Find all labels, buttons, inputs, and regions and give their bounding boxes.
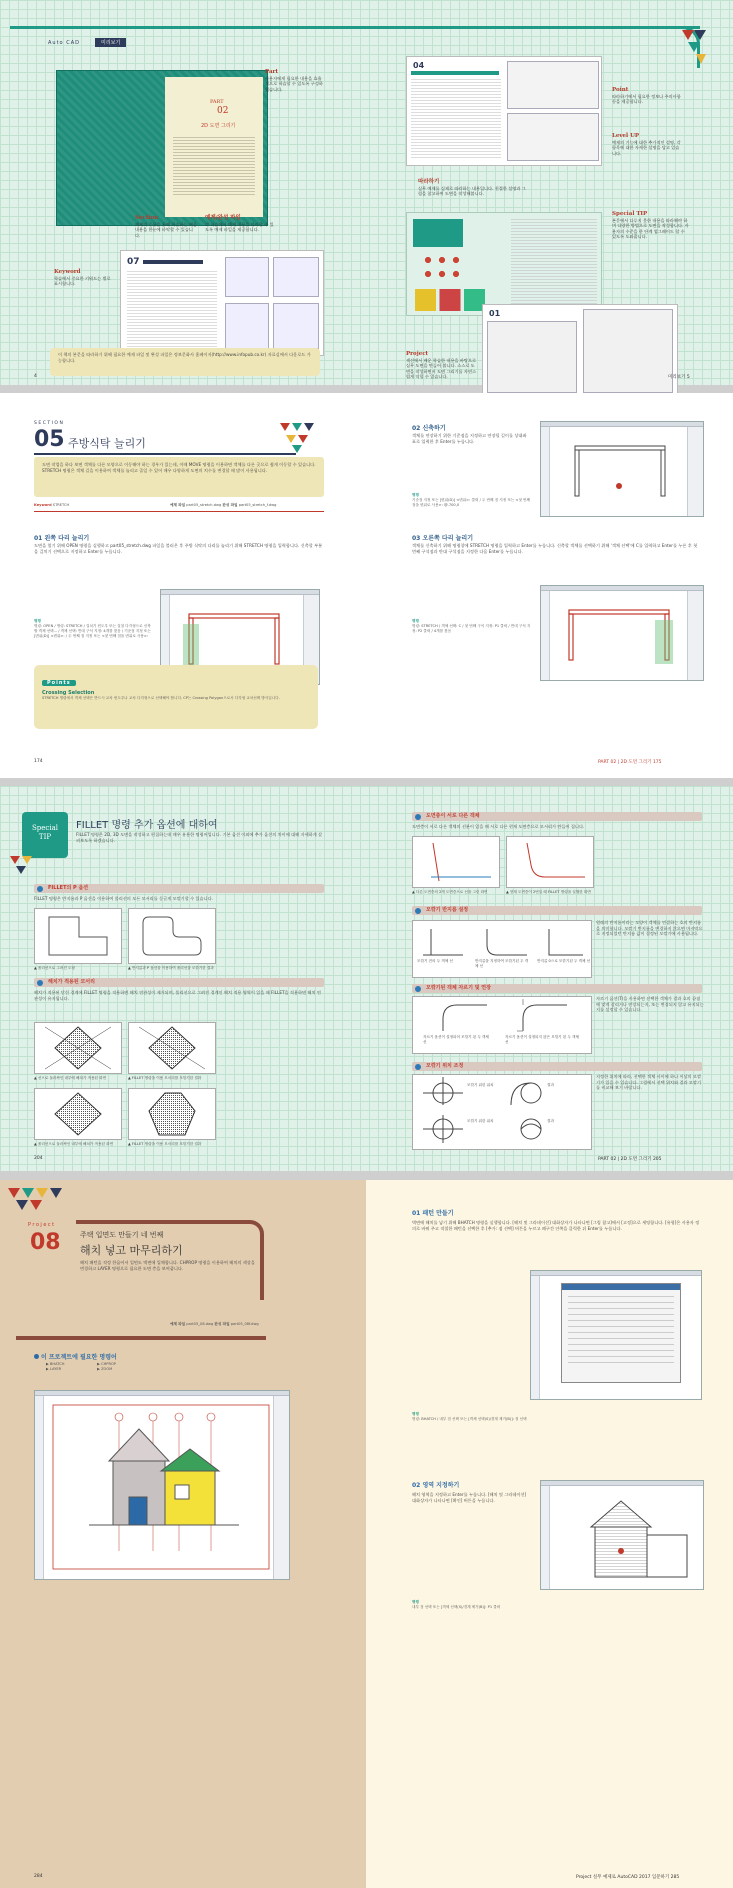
cmd-list [46, 1362, 156, 1372]
section-number-mock: 07 [127, 257, 140, 267]
project-example-label: 예제 파일 [170, 1322, 186, 1326]
callout-section-title: Section [135, 215, 159, 221]
hatch-diamond-1 [35, 1023, 121, 1073]
step02-screenshot [540, 421, 704, 517]
project-img-mock-2 [583, 309, 673, 393]
brand-label: Auto CAD [48, 40, 80, 46]
bar-hatch [34, 978, 324, 987]
cap6c: 모깎기 위한 위치 [467, 1119, 494, 1123]
bar-hatch-label: 해치가 적용된 모서리 [48, 979, 95, 985]
p-step01-cmd: 명령: BHATCH / 내부 점 선택 또는 [객체 선택(S)/경계 제거(B)]: 점 선택 [412, 1417, 527, 1421]
special-text-mock [511, 219, 597, 309]
section-img-mock-2 [273, 257, 319, 297]
cap1b: ▲ 반지름과 P 옵션을 이용하여 폴리선을 모깎기한 결과 [128, 966, 214, 970]
step03-text: 객체를 신축하기 위해 명령창에 STRETCH 명령을 입력하고 Enter를 누릅니다. 신축할 객체를 선택하기 위해 '객체 선택'에 C를 입력하고 Enter를 누른 후 첫 번째 구석점과 반대 구석점을 지정한 다음 Enter를 누릅니다. [412, 543, 698, 554]
shot-side [35, 1396, 44, 1579]
callout-section [135, 216, 197, 238]
project-bar [16, 1336, 266, 1340]
cap6d: 결과 [547, 1119, 554, 1123]
cmd-item-2-label: CHPROP [101, 1362, 116, 1366]
p-step02-title: 02 영역 지정하기 [412, 1482, 460, 1489]
shot-side [541, 591, 550, 680]
bar-dot [415, 814, 421, 820]
shot-panel [687, 427, 703, 516]
callout-special-title: Special TIP [612, 211, 648, 217]
project-number: 08 [30, 1230, 61, 1255]
points-text: STRETCH 명령에서 객체 선택은 반드시 교차 윈도우나 교차 다각형으로 선택해야 합니다. CP는 Crossing Polygon으로서 다각형 교차선택 방식입니다. [42, 696, 280, 700]
bar5-text: 자르기 옵션(T)을 사용하면 선택한 객체가 결과 호의 끝점에 맞게 잘리거나 연장되는지, 또는 변경되지 않고 유지되는지를 설정할 수 있습니다. [596, 996, 704, 1013]
callout-example-text: 각 학습에서 예제 내용을 따라할 수 있도록 예제 파일을 제공합니다. [205, 221, 274, 233]
step03-cmd-box [412, 619, 532, 634]
callout-project-text: 섹션에서 배운 학습한 내용을 바탕으로 실무 도면을 만들어 봅니다. 스스로 도면을 작성하면서 도면 그리기를 자연스럽게 익힐 수 있습니다. [406, 357, 477, 380]
section-deco [280, 423, 316, 455]
bar-dot [37, 980, 43, 986]
special-circles [421, 253, 461, 283]
callout-follow-title: 따라하기 [418, 179, 440, 185]
cap2c: ▲ 폴리선으로 둘러싸인 내부에 해치가 적용된 화면 [34, 1142, 114, 1146]
callout-keyword-text: 학습에서 중요한 키워드는 별로 표시합니다. [54, 275, 111, 287]
cap3a: ▲ 다른 도면층의 2개 도면층으로 선을 그린 화면 [412, 890, 488, 894]
cap2d: ▲ FILLET 명령을 이용 모서리를 모깎기한 결과 [128, 1142, 202, 1146]
layer-lines-1 [413, 837, 499, 887]
callout-special-text: 본문에서 다루지 못한 내용을 따라해야 하며 다양한 방법으로 도면을 작성합니다. 사용자의 수준을 한 단계 업그레이드 할 수 있도록 도와줍니다. [612, 217, 689, 240]
bar-dot [415, 1064, 421, 1070]
part-page-inner [165, 77, 263, 217]
hatch-diamond-3 [35, 1089, 121, 1139]
hatch-dialog-screenshot [530, 1270, 702, 1400]
project-intro: 해치 패턴을 적정 한옵어서 입면도 벽면에 입체합니다. CHPROP 명령을 이용하여 해치의 색상을 변경하고 LAYER 명령으로 필요한 도면 층을 보여줍니다. [80, 1260, 255, 1271]
fig-position [412, 1074, 592, 1150]
part-label: PART [210, 99, 224, 105]
p-step02-cmd-title: 명령 [412, 1600, 419, 1604]
elevation-screenshot [34, 1390, 290, 1580]
tip-label: Special TIP [32, 824, 58, 841]
callout-special [612, 212, 690, 240]
shot-side [541, 427, 550, 516]
shot-bar [35, 1391, 289, 1396]
cmd-item-3-label: LAYER [49, 1367, 62, 1371]
polyline-fillet-shape [129, 909, 215, 963]
callout-keyword-title: Keyword [54, 269, 81, 275]
p-step02-cmd: 내부 점 선택 또는 [객체 선택(S)/경계 제거(B)]: P1 클릭 [412, 1605, 501, 1609]
section-intro: 도면 작업을 하다 보면 객체를 다른 모양으로 이동해야 하는 경우가 있는데, 이때 MOVE 명령을 이용하면 객체를 다른 곳으로 쉽게 이동할 수 있습니다. STRETCH 명령은 객체 길을 이용하여 객체를 늘리고 줄일 수 있어 매우 다양하게 도면의 치수를 변경할 때 많이 사용됩니다. [34, 457, 324, 497]
step02-cmd: 기준점 지정 또는 [변위(D)] <변위>: 클릭 / 두 번째 점 지정 또는 <첫 번째 점을 변위로 사용>: @-700,0 [412, 498, 530, 507]
cap4c: 반지름 0으로 모깎기된 두 객체 선 [537, 959, 591, 963]
bar-radius [412, 906, 702, 915]
keyword-label: Keyword [34, 503, 52, 507]
bar-fillet-p [34, 884, 324, 893]
bar-dot [415, 908, 421, 914]
spread-preview [0, 0, 733, 385]
table-drawing-1 [179, 604, 299, 674]
step03-cmd: 명령: STRETCH / 객체 선택: C / 첫 번째 구석 지정: P1 클릭 / 반대 구석 지정: P2 클릭 / 4개를 찾음 [412, 624, 531, 633]
follow-page-mock [406, 56, 602, 166]
points-label: Points [42, 680, 76, 686]
page-number-right-4: Project 실무 예제로 AutoCAD 2017 입문하기 285 [576, 1875, 680, 1880]
step01-text: 도면을 열기 위해 OPEN 명령을 실행하고 part05_stretch.dwg 파일을 불러온 후 주방 식탁의 다리를 늘리기 위해 STRETCH 명령을 입력합니다. 신축할 부분을 걸치기 선택으로 지정하고 Enter를 누릅니다. [34, 543, 323, 554]
callout-levelup-text: 예제의 기능에 대한 추가적인 설명, 각 항목에 대한 자세한 설명을 담고 있습니다. [612, 139, 681, 156]
step02-cmd-box [412, 493, 532, 508]
cap5a: 자르기 옵션이 설정되어 모깎기 된 두 객체 선 [423, 1035, 489, 1044]
shot-panel [687, 591, 703, 680]
bar-position [412, 1062, 702, 1071]
bar-position-label: 모깎기 위치 조정 [426, 1063, 464, 1069]
tip-intro: FILLET 명령은 2D, 3D 도면을 작성하고 편집하는데 매우 유용한 명령어입니다. 기본 옵션 이외에 추가 옵션의 차이에 대해 자세하게 살펴보도록 하겠습니다. [76, 832, 323, 843]
house-elevation [49, 1401, 273, 1573]
callout-point-title: Point [612, 87, 629, 93]
callout-part-title: Part [265, 69, 278, 75]
page-number-left-4: 284 [34, 1874, 43, 1879]
cap1a: ▲ 폴리선으로 그려진 도형 [34, 966, 75, 970]
page-number-left-3: 204 [34, 1156, 43, 1161]
bar3-text: 도면층이 서로 다른 객체의 선분이 있을 때 서로 다른 현재 도면층으로 모서리가 만들어 집니다. [412, 824, 585, 829]
fig-hatch-3 [34, 1088, 122, 1140]
step02-text: 객체를 연장하기 위한 기준점을 지정하고 연장될 길이를 상대좌표로 입력한 후 Enter를 누릅니다. [412, 433, 527, 444]
page-number-left-2: 174 [34, 759, 43, 764]
section-title-bar-mock [143, 260, 203, 264]
part-title: 2D 도면 그리기 [201, 123, 236, 129]
follow-bar [411, 71, 499, 75]
callout-follow-text: 실무 예제를 실제로 따라하는 내용입니다. 친절한 설명과 그림을 참고하여 도면을 작성해봅니다. [418, 185, 526, 197]
follow-text-mock [411, 79, 501, 159]
points-box [34, 665, 318, 729]
special-head [413, 219, 463, 247]
shot-bar [161, 590, 319, 595]
bar-fillet-p-label: FILLET의 P 옵션 [48, 885, 89, 891]
callout-levelup [612, 134, 682, 156]
step03-cmd-title: 명령 [412, 619, 419, 623]
step03-title: 03 오른쪽 다리 늘리기 [412, 535, 473, 542]
dialog-fields [568, 1296, 674, 1366]
tip-title: FILLET 명령 추가 옵션에 대하여 [76, 820, 218, 831]
download-notice-wrap [50, 348, 320, 376]
project-title: 해치 넣고 마무리하기 [80, 1244, 183, 1257]
p-step02-cmd-box [412, 1600, 562, 1610]
page-number-right-3: PART 02 | 2D 도면 그리기 205 [598, 1157, 662, 1162]
callout-project-title: Project [406, 351, 429, 357]
fig-hatch-4 [128, 1088, 216, 1140]
project-files [170, 1322, 259, 1327]
shot-bar [541, 1481, 703, 1486]
deco-triangles [682, 30, 708, 66]
step02-cmd-title: 명령 [412, 493, 419, 497]
tip-badge [22, 812, 68, 858]
files-row [170, 503, 276, 508]
project-img-mock [487, 321, 577, 393]
follow-number-mock: 04 [413, 61, 425, 70]
spread-special-tip [0, 786, 733, 1171]
cmd-header [34, 1352, 117, 1361]
cmd-item-4-label: ZOOM [101, 1367, 113, 1371]
section-title-rule [34, 453, 296, 455]
project-number-mock: 01 [489, 309, 501, 318]
bar-layers [412, 812, 702, 821]
callout-levelup-title: Level UP [612, 133, 639, 139]
project-page-mock [482, 304, 678, 400]
fig-layer-2 [506, 836, 594, 888]
project-subtitle: 주택 입면도 만들기 네 번째 [80, 1231, 164, 1239]
callout-follow [418, 180, 528, 197]
follow-img-mock-2 [507, 113, 599, 161]
callout-point-text: 따라하기에서 필요한 정보나 주의사항 등을 제공합니다. [612, 93, 681, 105]
cap5b: 자르기 옵션이 설정되지 않은 모깎기 된 두 객체 선 [505, 1035, 579, 1044]
cmd-bullet-icon [34, 1354, 39, 1359]
shot-bar [531, 1271, 701, 1276]
layer-lines-2 [507, 837, 593, 887]
shot-side [531, 1276, 540, 1399]
bar4-text: 원래의 반지름이라는 모양이 객체를 연결하는 호의 반지름을 의미합니다. 모깎기 반지름을 변경하지 않으면 마지막으로 지정되었던 반지름 값이 결정된 모깎기에 사용됩니다. [596, 920, 703, 937]
section-number: 05 [34, 427, 65, 452]
cap2a: ▲ 선으로 둘러싸인 내부에 해치가 적용된 화면 [34, 1076, 107, 1080]
project-example-file: part05_08.dwg [186, 1322, 214, 1326]
shot-bar [541, 422, 703, 427]
p-step01-text: 벽면에 해치를 넣기 위해 BHATCH 명령을 실행합니다. [해치 및 그라데이션] 대화상자가 나타나면 [그림 참고]에서 [고정]으로 세팅합니다. [유형]은 사용자 정의로 바꿔 주고 적절한 패턴을 선택한 후 [추가: 점 선택] 버튼을 누르고 폐구간 안쪽을 클릭한 뒤 Enter를 누릅니다. [412, 1220, 700, 1231]
bar6-text: 지정한 위치에 따라, 선택한 객체 사이에 하나 이상의 모깎기가 있을 수 있습니다. 그림에서 선택 위치와 결과 모깎기를 비교해 보기 바랍니다. [596, 1074, 702, 1091]
p-step01-title: 01 패턴 만들기 [412, 1210, 454, 1217]
radius-shapes [413, 921, 591, 961]
step01-cmd: 명령: OPEN / 명령: STRETCH / 걸치기 윈도우 또는 걸침 다각형으로 신축할 객체 선택... / 객체 선택: 반대 구석 지정: 4개를 찾음 / 기준점 지정 또는 [변위(D)] <변위>: / 두 번째 점 지정 또는 <첫 번째 점을 변위로 사용>: [34, 624, 151, 638]
cmd-header-label: 이 프로젝트에 필요한 명령어 [41, 1354, 117, 1361]
shot-bar [541, 586, 703, 591]
cap4b: 반지름을 지정하여 모깎기된 두 객체 선 [475, 959, 529, 968]
p-step01-cmd-box [412, 1412, 542, 1422]
section-img-mock-1 [225, 257, 269, 297]
project-deco [8, 1188, 68, 1218]
result-label: 완성 파일 [222, 503, 238, 507]
cap2b: ▲ FILLET 명령을 이용 모서리를 모깎기한 결과 [128, 1076, 202, 1080]
step03-screenshot [540, 585, 704, 681]
section-text-mock [127, 271, 217, 351]
section-img-mock-3 [225, 303, 269, 349]
cmd-item-3: ▶ LAYER [46, 1367, 62, 1371]
bar-trim [412, 984, 702, 993]
section-label: SECTION [34, 421, 65, 426]
special-cubes [415, 289, 485, 311]
table-drawing-3 [559, 600, 683, 672]
step01-title: 01 왼쪽 다리 늘리기 [34, 535, 90, 542]
fig-polyline-shape [34, 908, 122, 964]
bar-dot [415, 986, 421, 992]
trim-shapes [413, 997, 591, 1035]
top-frame [10, 26, 700, 29]
special-page-mock [406, 212, 602, 316]
cmd-item-1-label: BHATCH [49, 1362, 65, 1366]
shot-panel [273, 1396, 289, 1579]
project-result-label: 완성 파일 [214, 1322, 230, 1326]
bar-layers-label: 도면층이 서로 다른 객체 [426, 813, 480, 819]
fig-polyline-fillet [128, 908, 216, 964]
section-tab: 미리보기 [95, 38, 126, 47]
part-number: 02 [217, 106, 229, 116]
cap3b: ▲ 현재 도면층이 2번일 때 FILLET 명령을 실행한 화면 [506, 890, 591, 894]
step01-cmd-box [34, 619, 154, 639]
cmd-item-2: ▶ CHPROP [97, 1362, 116, 1366]
follow-img-mock-1 [507, 61, 599, 109]
keyword-rule [34, 511, 324, 512]
hatch-result-screenshot [540, 1480, 704, 1590]
keyword-value: STRETCH [52, 503, 70, 507]
step02-title: 02 신축하기 [412, 425, 446, 432]
fig-radius [412, 920, 592, 978]
section-title: 주방식탁 늘리기 [68, 437, 146, 450]
project-label: Project [28, 1222, 56, 1228]
cap6b: 결과 [547, 1083, 554, 1087]
table-drawing-2 [559, 436, 683, 508]
dialog-title-bar [562, 1284, 680, 1290]
shot-side [541, 1486, 550, 1589]
p-step01-cmd-title: 명령 [412, 1412, 419, 1416]
page-number-right-1: 미리보기 5 [668, 375, 690, 380]
fig-hatch-1 [34, 1022, 122, 1074]
fig-hatch-2 [128, 1022, 216, 1074]
callout-section-text: 예제의 응용을 통해 학습하는 배움 내용을 한눈에 파악할 수 있습니다. [135, 221, 197, 238]
example-label: 예제 파일 [170, 503, 186, 507]
bar1-text: FILLET 명령은 반지름과 P 옵션을 이용하여 폴리선의 모든 모서리를 둥글게 모깎기할 수 있습니다. [34, 896, 213, 901]
callout-example-title: 예제/완성 파일 [205, 215, 241, 221]
points-title: Crossing Selection [42, 690, 95, 696]
example-file: part05_stretch.dwg [186, 503, 222, 507]
hatch-dialog [561, 1283, 681, 1383]
callout-part [265, 70, 325, 92]
tip-deco [10, 856, 40, 886]
spread-project-08 [0, 1180, 733, 1888]
section-img-mock-4 [273, 303, 319, 349]
bar-dot [37, 886, 43, 892]
fig-layer-1 [412, 836, 500, 888]
bar-radius-label: 모깎기 반지름 설정 [426, 907, 469, 913]
fig-trim [412, 996, 592, 1054]
result-file: part05_stretch_f.dwg [238, 503, 277, 507]
p-step02-text: 해치 영역을 지정하고 Enter를 누릅니다. [해치 및 그라데이션] 대화상자가 나타나면 [확인] 버튼을 누릅니다. [412, 1492, 527, 1503]
hatch-poly-4 [129, 1089, 215, 1139]
bar2-text: 해치가 적용된 닫힌 경계에 FILLET 명령을 적용하면 해치 연관성이 제거되며, 폴리선으로 그려진 경계인 해치 적용 영역이 있을 때 FILLET을 적용하면 해치 연관성이 유지됩니다. [34, 990, 321, 1001]
page-number-left-1: 4 [34, 374, 37, 379]
part-page-mock [56, 70, 268, 226]
project-result-file: part05_08f.dwg [230, 1322, 259, 1326]
callout-keyword [54, 270, 114, 287]
hatch-diamond-2 [129, 1023, 215, 1073]
part-lorem [173, 137, 255, 197]
cmd-item-1: ▶ BHATCH [46, 1362, 65, 1366]
cap6a: 모깎기 위한 위치 [467, 1083, 494, 1087]
spread-section-05 [0, 393, 733, 778]
bar-trim-label: 모깎기된 객체 자르기 및 연장 [426, 985, 491, 991]
hatched-house [561, 1491, 701, 1587]
section-page-mock [120, 250, 324, 356]
callout-example [205, 216, 275, 233]
cap4a: 모깎기 전의 두 객체 선 [417, 959, 453, 963]
callout-part-text: 사용자에게 필요한 내용을 효율적으로 학습할 수 있도록 구성하였습니다. [265, 75, 323, 92]
polyline-shape [35, 909, 121, 963]
callout-point [612, 88, 682, 105]
callout-project [406, 352, 478, 380]
step01-cmd-title: 명령 [34, 619, 41, 623]
download-notice-text: 이 책의 본문을 따라하기 위해 필요한 예제 파일 및 완성 파일은 정보문화사 홈페이지(http://www.infopub.co.kr) 자료실에서 다운로드 가능합니다. [58, 352, 311, 363]
page-number-right-2: PART 02 | 2D 도면 그리기 175 [598, 760, 662, 765]
cmd-item-4: ▶ ZOOM [97, 1367, 113, 1371]
